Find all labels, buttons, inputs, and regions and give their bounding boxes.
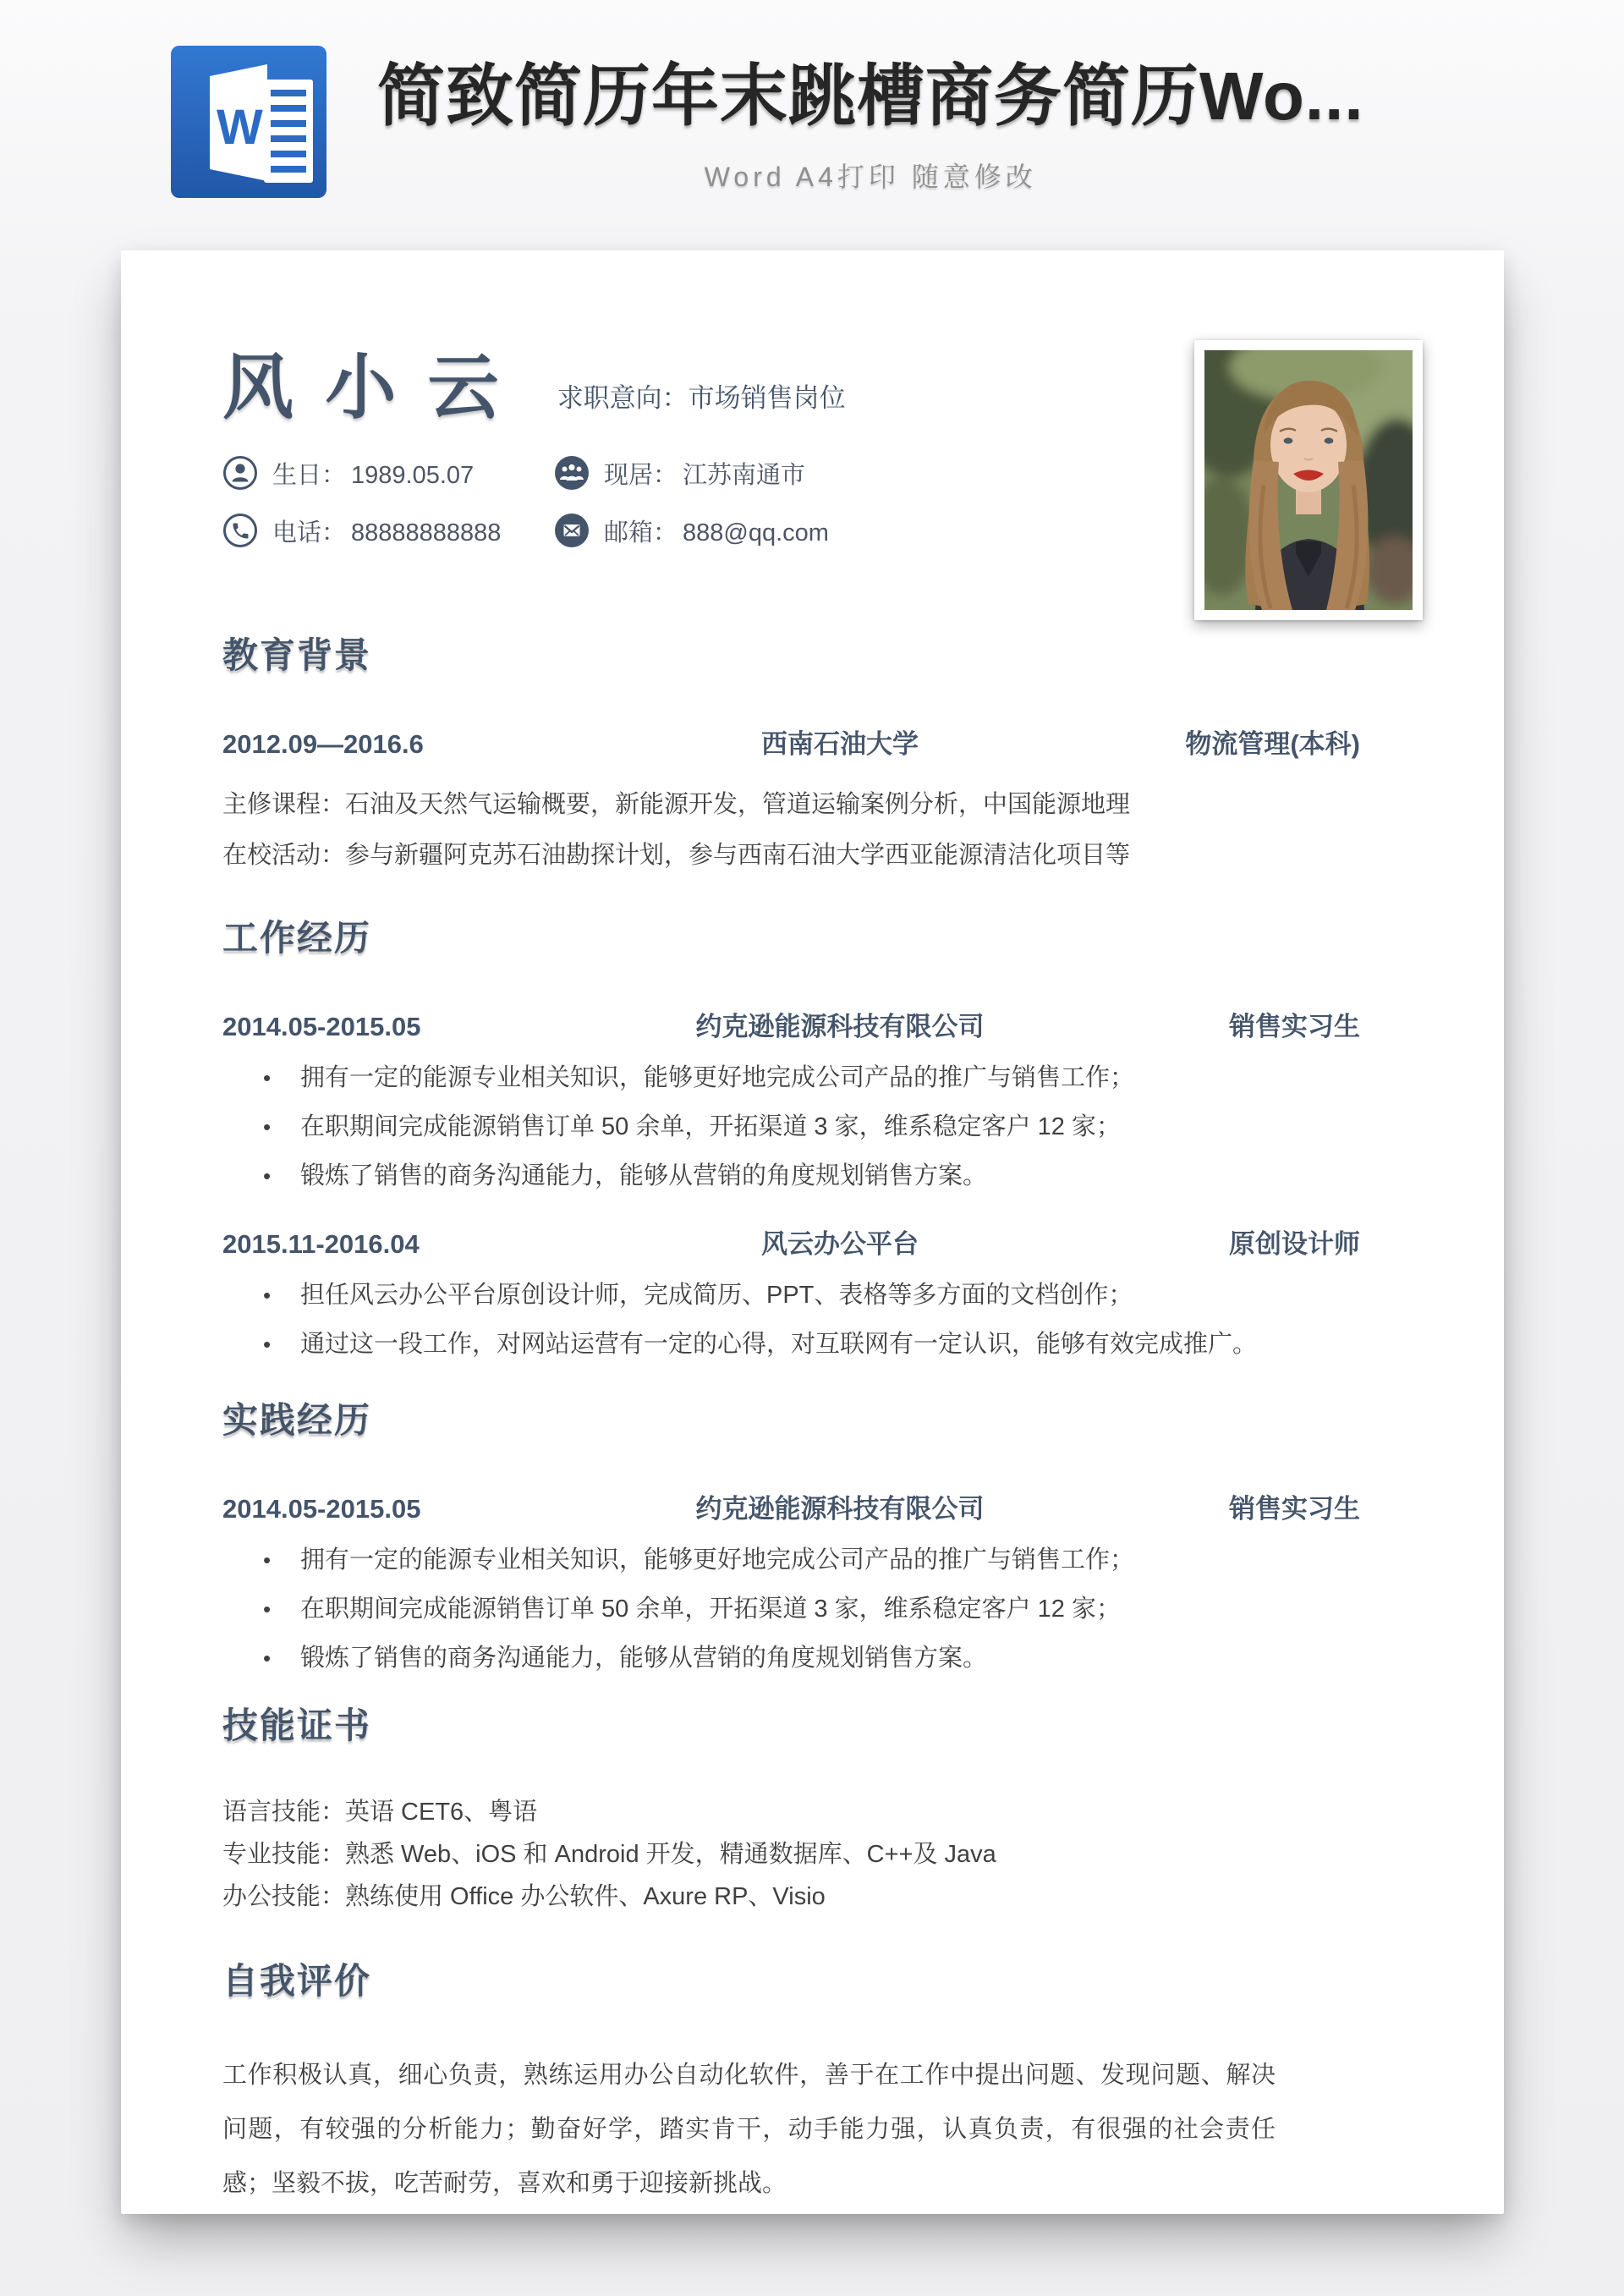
- section-skills: [222, 1706, 1398, 1918]
- contact-value: 888@qq.com: [683, 519, 829, 547]
- contact-label: 现居：: [604, 461, 678, 489]
- section-title: 实践经历: [222, 1400, 372, 1440]
- resume-page: [121, 250, 1504, 2214]
- entry-period: 2014.05-2015.05: [222, 1012, 421, 1041]
- skill-line: 办公技能：熟练使用 Office 办公软件、Axure RP、Visio: [222, 1883, 826, 1910]
- practice-bullets: [222, 1535, 1398, 1683]
- education-line: 在校活动：参与新疆阿克苏石油勘探计划，参与西南石油大学西亚能源清洁化项目等: [222, 842, 1131, 869]
- bullet-item: • 通过这一段工作，对网站运营有一定的心得，对互联网有一定认识，能够有效完成推广。: [222, 1320, 1398, 1369]
- work-entry-head: [222, 1005, 1398, 1043]
- bullet-item: • 锻炼了销售的商务沟通能力，能够从营销的角度规划销售方案。: [222, 1151, 1398, 1200]
- contact-birthday: [222, 455, 554, 491]
- person-icon: [222, 455, 258, 491]
- entry-role: 销售实习生: [1229, 1012, 1360, 1041]
- section-title: 自我评价: [222, 1961, 372, 2001]
- contact-text: [604, 514, 829, 548]
- contact-value: 江苏南通市: [683, 461, 806, 489]
- section-title: 工作经历: [222, 918, 372, 958]
- skill-line: 语言技能：英语 CET6、粤语: [222, 1799, 538, 1826]
- contact-email: [554, 513, 1028, 548]
- bullet-item: • 拥有一定的能源专业相关知识，能够更好地完成公司产品的推广与销售工作；: [222, 1535, 1398, 1585]
- mail-icon: [554, 513, 590, 548]
- entry-period: 2014.05-2015.05: [222, 1494, 421, 1524]
- education-line: 主修课程：石油及天然气运输概要，新能源开发，管道运输案例分析，中国能源地理: [222, 791, 1131, 818]
- contact-residence: [554, 455, 1028, 491]
- contact-text: [272, 456, 474, 491]
- section-practice: [222, 1400, 1398, 1683]
- person-name: 风 小 云: [222, 348, 505, 427]
- work-entry-head: [222, 1222, 1398, 1261]
- entry-role: 原创设计师: [1229, 1229, 1360, 1259]
- bullet-item: • 锻炼了销售的商务沟通能力，能够从营销的角度规划销售方案。: [222, 1634, 1398, 1683]
- entry-org: 风云办公平台: [761, 1229, 919, 1259]
- site-header: [0, 0, 1624, 250]
- work-bullets: [222, 1053, 1398, 1200]
- contact-label: 生日：: [272, 461, 347, 489]
- contact-text: [604, 456, 805, 491]
- bullet-item: • 在职期间完成能源销售订单 50 余单，开拓渠道 3 家，维系稳定客户 12 家；: [222, 1102, 1398, 1151]
- bullet-item: • 担任风云办公平台原创设计师，完成简历、PPT、表格等多方面的文档创作；: [222, 1271, 1398, 1320]
- entry-role: 销售实习生: [1229, 1494, 1360, 1524]
- entry-role: 物流管理(本科): [1185, 729, 1360, 759]
- contact-value: 88888888888: [351, 519, 502, 547]
- entry-org: 约克逊能源科技有限公司: [695, 1012, 985, 1041]
- doc-title: 简致简历年末跳槽商务简历Wo...: [377, 58, 1364, 134]
- section-title: 教育背景: [222, 635, 372, 675]
- section-work: [222, 918, 1398, 1369]
- section-self-evaluation: [222, 1961, 1398, 2211]
- contact-label: 邮箱：: [604, 519, 678, 547]
- word-icon: [169, 44, 328, 200]
- practice-entry-head: [222, 1487, 1398, 1525]
- phone-icon: [222, 513, 258, 548]
- contact-text: [272, 514, 501, 548]
- entry-org: 约克逊能源科技有限公司: [695, 1494, 985, 1524]
- people-icon: [554, 455, 590, 491]
- header-text: [377, 44, 1364, 195]
- education-entry-head: [222, 722, 1398, 761]
- entry-period: 2015.11-2016.04: [222, 1229, 420, 1259]
- bullet-item: • 拥有一定的能源专业相关知识，能够更好地完成公司产品的推广与销售工作；: [222, 1053, 1398, 1102]
- entry-period: 2012.09—2016.6: [222, 729, 424, 759]
- profile-photo: [1194, 340, 1423, 620]
- entry-org: 西南石油大学: [761, 729, 919, 759]
- header-inner: [169, 44, 1364, 200]
- section-education: [222, 635, 1398, 881]
- self-evaluation-text: 工作积极认真，细心负责，熟练运用办公自动化软件，善于在工作中提出问题、发现问题、解决问题，有较强的分析能力；勤奋好学，踏实肯干，动手能力强，认真负责，有很强的社会责任感；坚毅不拔，吃苦耐劳，喜欢和勇于迎接新挑战。: [222, 2062, 1276, 2197]
- contact-label: 电话：: [272, 519, 347, 547]
- education-lines: [222, 779, 1398, 881]
- svg-text:W: W: [217, 100, 263, 155]
- work-bullets: [222, 1271, 1398, 1369]
- skill-lines: [222, 1791, 1398, 1918]
- profile-photo-image: [1204, 350, 1413, 610]
- job-intent: 求职意向：市场销售岗位: [557, 383, 846, 414]
- doc-subtitle: Word A4打印 随意修改: [704, 162, 1037, 192]
- skill-line: 专业技能：熟悉 Web、iOS 和 Android 开发，精通数据库、C++及 Java: [222, 1841, 996, 1868]
- contact-phone: [222, 513, 554, 548]
- section-title: 技能证书: [222, 1706, 372, 1745]
- bullet-item: • 在职期间完成能源销售订单 50 余单，开拓渠道 3 家，维系稳定客户 12 家；: [222, 1585, 1398, 1634]
- contact-value: 1989.05.07: [351, 461, 475, 489]
